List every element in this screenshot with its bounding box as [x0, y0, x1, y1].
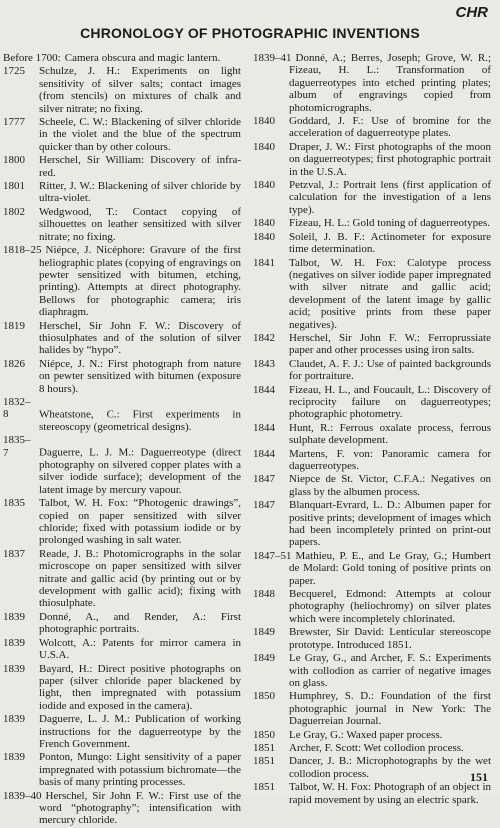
entry-year: 1819 — [3, 319, 25, 332]
entry-year: 1839 — [3, 662, 25, 675]
entry-text: Soleil, J. B. F.: Actinometer for exposure time determination. — [289, 230, 491, 256]
entry-year: 1840 — [253, 140, 275, 153]
chronology-entry — [3, 497, 241, 547]
entry-year: 1840 — [253, 179, 275, 192]
entry-text: Brewster, Sir David: Lenticular stereoscope prototype. Introduced 1851. — [289, 626, 491, 651]
chronology-entry — [3, 206, 241, 243]
right-column — [253, 52, 491, 807]
chronology-entry — [3, 52, 241, 64]
page-title: CHRONOLOGY OF PHOTOGRAPHIC INVENTIONS — [80, 25, 420, 41]
chronology-entry — [3, 611, 241, 636]
chronology-entry — [3, 434, 241, 496]
chronology-entry — [3, 180, 241, 205]
entry-text: Becquerel, Edmond: Attempts at colour photography (heliochromy) on silver plates which were incompletely chlorinated. — [289, 588, 491, 625]
entry-text: Martens, F. von: Panoramic camera for daguerreotypes. — [289, 447, 491, 472]
entry-text: Humphrey, S. D.: Foundation of the first photographic journal in New York: The Daguerreian Journal. — [289, 690, 491, 728]
entry-year: 1849 — [253, 652, 275, 665]
chronology-entry — [253, 550, 491, 587]
entry-text: Herschel, Sir William: Discovery of infra-red. — [39, 154, 241, 179]
entry-text: Wolcott, A.: Patents for mirror camera in U.S.A. — [39, 636, 241, 662]
entry-text: Draper, J. W.: First photographs of the moon on daguerreotypes; first photographic portrait in the U.S.A. — [289, 140, 491, 178]
entry-text: Fizeau, H. L., and Foucault, L.: Discovery of reciprocity failure on daguerreotypes; photographic photometry. — [289, 383, 491, 421]
chronology-entry — [3, 751, 241, 788]
section-tag: CHR — [455, 4, 488, 21]
chronology-entry — [3, 358, 241, 395]
entry-text: Mathieu, P. E., and Le Gray, G.; Humbert de Molard: Gold toning of positive prints on paper. — [289, 549, 491, 587]
chronology-entry — [3, 790, 241, 827]
entry-text: Dancer, J. B.: Microphotographs by the wet collodion process. — [289, 755, 491, 780]
chronology-entry — [3, 154, 241, 179]
chronology-entry — [3, 244, 241, 318]
entry-year: 1843 — [253, 357, 275, 370]
entry-text: Niépce, J. Nicéphore: Gravure of the first heliographic plates (copying of engravings on pewter sensitized with bitumen, etching, printing). Attempts at direct photography. Bellows for photographic camera; iris diaphragm. — [39, 244, 241, 319]
entry-text: Wheatstone, C.: First experiments in stereoscopy (geometrical designs). — [39, 408, 241, 433]
entry-text: Le Gray, G.: Waxed paper process. — [289, 728, 443, 741]
chronology-entry — [253, 179, 491, 216]
entry-text: Talbot, W. H. Fox: Calotype process (negatives on silver iodide paper impregnated with silver nitrate and gallic acid; development of the latent image by gallic acid; positive prints from these paper negatives). — [289, 256, 491, 331]
entry-text: Herschel, Sir John F. W.: Ferroprussiate paper and other processes using iron salts. — [289, 331, 491, 357]
chronology-entry — [253, 141, 491, 178]
chronology-entry — [253, 588, 491, 625]
entry-text: Herschel, Sir John F. W.: Discovery of thiosulphates and of the solution of silver halides by “hypo”. — [39, 319, 241, 357]
entry-text: Claudet, A. F. J.: Use of painted backgrounds for portraiture. — [289, 357, 491, 383]
entry-text: Daguerre, L. J. M.: Daguerreotype (direct photography on silvered copper plates with a silver iodide surface); development of the latent image by mercury vapour. — [39, 446, 241, 496]
entry-year: 1847 — [253, 473, 275, 486]
entry-text: Niépce, J. N.: First photograph from nature on pewter sensitized with bitumen (exposure 8 hours). — [39, 357, 241, 395]
entry-year: 1777 — [3, 116, 25, 129]
chronology-entry — [253, 729, 491, 741]
entry-text: Donné, A., and Render, A.: First photographic portraits. — [39, 610, 241, 636]
entry-year: 1839 — [3, 751, 25, 764]
entry-year: 1847–51 — [253, 549, 292, 562]
entry-year: 1725 — [3, 65, 25, 78]
entry-year: 1839 — [3, 713, 25, 726]
entry-year: 1801 — [3, 180, 25, 193]
entry-year: 1835–7 — [3, 434, 31, 459]
chronology-entry — [253, 115, 491, 140]
chronology-entry — [3, 637, 241, 662]
chronology-entry — [253, 448, 491, 473]
entry-year: 1839 — [3, 636, 25, 649]
entry-year: 1840 — [253, 115, 275, 128]
chronology-entry — [253, 499, 491, 549]
entry-year: 1844 — [253, 447, 275, 460]
left-column — [3, 52, 241, 828]
entry-year: 1849 — [253, 626, 275, 639]
entry-text: Niepce de St. Victor, C.F.A.: Negatives on glass by the albumen process. — [289, 473, 491, 498]
chronology-entry — [253, 626, 491, 651]
entry-year: 1835 — [3, 497, 25, 510]
entry-year: Before 1700: — [3, 52, 61, 64]
entry-year: 1839 — [3, 610, 25, 623]
entry-text: Daguerre, L. J. M.: Publication of working instructions for the daguerreotype by the French Government. — [39, 713, 241, 750]
entry-year: 1800 — [3, 154, 25, 167]
entry-text: Archer, F. Scott: Wet collodion process. — [289, 741, 464, 754]
entry-text: Talbot, W. H. Fox: Photograph of an object in rapid movement by using an electric spark. — [289, 781, 491, 806]
chronology-entry — [253, 332, 491, 357]
entry-year: 1850 — [253, 690, 275, 703]
entry-text: Bayard, H.: Direct positive photographs on paper (silver chloride paper blackened by light, then impregnated with potassium iodide and exposed in the camera). — [39, 662, 241, 712]
entry-year: 1851 — [253, 755, 275, 768]
entry-text: Ponton, Mungo: Light sensitivity of a paper impregnated with potassium bichromate—the basis of many printing processes. — [39, 751, 241, 789]
entry-text: Ritter, J. W.: Blackening of silver chloride by ultra-violet. — [39, 180, 241, 205]
chronology-entry — [253, 422, 491, 447]
chronology-entry — [3, 396, 241, 433]
entry-text: Donné, A.; Berres, Joseph; Grove, W. R.; Fizeau, H. L.: Transformation of daguerreotypes into etched printing plates; album of engravings copied from photomicrographs. — [289, 52, 491, 114]
chronology-entry — [253, 781, 491, 806]
entry-year: 1839–41 — [253, 52, 292, 64]
chronology-entry — [253, 358, 491, 383]
entry-text: Goddard, J. F.: Use of bromine for the acceleration of daguerreotype plates. — [289, 115, 491, 140]
entry-year: 1844 — [253, 383, 275, 396]
entry-text: Talbot, W. H. Fox: “Photogenic drawings”, copied on paper sensitized with silver chloride; fixed with potassium iodide or by prolonged washing in salt water. — [39, 497, 241, 547]
chronology-entry — [253, 690, 491, 727]
entry-year: 1851 — [253, 741, 275, 754]
chronology-entry — [3, 65, 241, 115]
entry-year: 1840 — [253, 217, 275, 230]
entry-year: 1841 — [253, 256, 275, 269]
chronology-entry — [253, 257, 491, 331]
chronology-entry — [3, 548, 241, 610]
entry-text: Camera obscura and magic lantern. — [64, 52, 221, 64]
chronology-entry — [253, 755, 491, 780]
entry-year: 1818–25 — [3, 244, 42, 257]
entry-text: Blanquart-Evrard, L. D.: Albumen paper for positive prints; development of images which had been incompletely printed on print-out papers. — [289, 499, 491, 549]
entry-year: 1847 — [253, 499, 275, 512]
entry-year: 1837 — [3, 547, 25, 560]
entry-text: Petzval, J.: Portrait lens (first application of calculation for the investigation of a lens type). — [289, 179, 491, 216]
chronology-entry — [253, 217, 491, 229]
chronology-entry — [253, 384, 491, 421]
entry-year: 1826 — [3, 357, 25, 370]
entry-text: Le Gray, G., and Archer, F. S.: Experiments with collodion as carrier of negative images on glass. — [289, 652, 491, 689]
entry-text: Hunt, R.: Ferrous oxalate process, ferrous sulphate development. — [289, 421, 491, 447]
entry-year: 1842 — [253, 331, 275, 344]
chronology-entry — [253, 742, 491, 754]
entry-year: 1802 — [3, 205, 25, 218]
entry-text: Reade, J. B.: Photomicrographs in the solar microscope on paper sensitized with silver nitrate and gallic acid (by printing out or by development with gallic acid); fixing with thiosulphate. — [39, 547, 241, 610]
entry-year: 1839–40 — [3, 789, 42, 802]
entry-year: 1832–8 — [3, 395, 31, 421]
entry-year: 1851 — [253, 781, 275, 794]
entry-text: Herschel, Sir John F. W.: First use of the word “photography”; intensification with mercury chloride. — [39, 789, 241, 827]
entry-year: 1844 — [253, 421, 275, 434]
entry-year: 1850 — [253, 728, 275, 741]
entry-text: Scheele, C. W.: Blackening of silver chloride in the violet and the blue of the spectrum quicker than by other colours. — [39, 116, 241, 153]
chronology-entry — [3, 713, 241, 750]
chronology-entry — [253, 231, 491, 256]
chronology-entry — [253, 652, 491, 689]
entry-text: Fizeau, H. L.: Gold toning of daguerreotypes. — [289, 217, 491, 230]
page-number: 151 — [470, 770, 488, 784]
entry-year: 1840 — [253, 230, 275, 243]
chronology-entry — [3, 663, 241, 713]
entry-text: Wedgwood, T.: Contact copying of silhouettes on leather sensitized with silver nitrate; no fixing. — [39, 205, 241, 243]
entry-year: 1848 — [253, 588, 275, 601]
chronology-entry — [253, 52, 491, 114]
chronology-entry — [253, 473, 491, 498]
chronology-entry — [3, 320, 241, 357]
entry-text: Schulze, J. H.: Experiments on light sensitivity of silver salts; contact images (from stencils) on mixtures of chalk and silver nitrate; no fixing. — [39, 65, 241, 115]
chronology-entry — [3, 116, 241, 153]
